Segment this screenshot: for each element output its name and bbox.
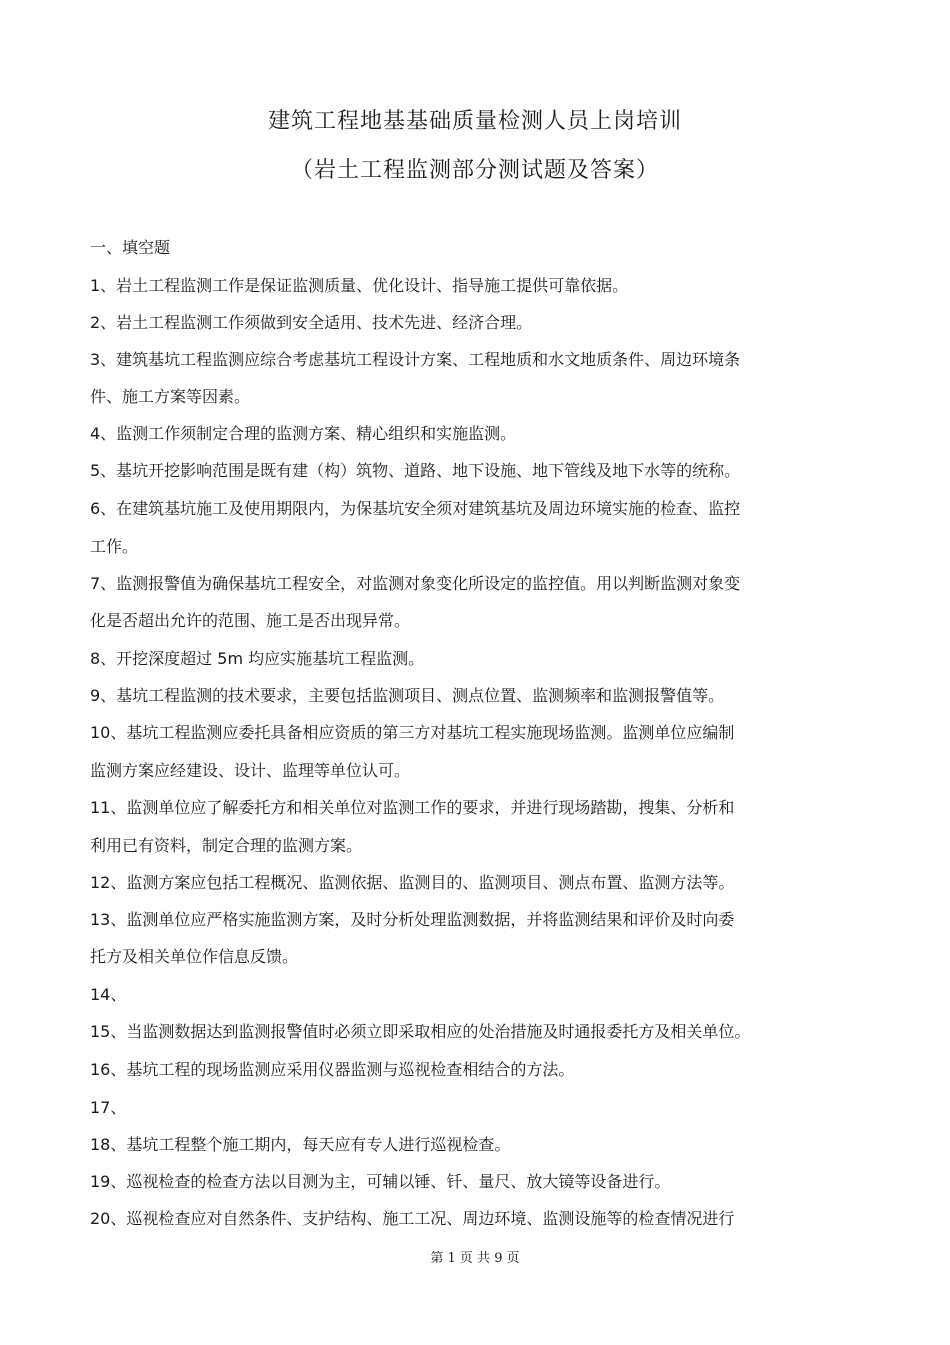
question-line: 4、监测工作须制定合理的监测方案、精心组织和实施监测。 — [90, 424, 517, 443]
question-line: 9、基坑工程监测的技术要求，主要包括监测项目、测点位置、监测频率和监测报警值等。 — [90, 686, 725, 705]
question-line: 18、基坑工程整个施工期内，每天应有专人进行巡视检查。 — [90, 1135, 511, 1154]
question-line: 10、基坑工程监测应委托具备相应资质的第三方对基坑工程实施现场监测。监测单位应编制 — [90, 723, 735, 742]
question-line: 8、开挖深度超过 5m 均应实施基坑工程监测。 — [90, 649, 425, 668]
question-line: 利用已有资料，制定合理的监测方案。 — [90, 836, 363, 855]
question-line: 7、监测报警值为确保基坑工程安全，对监测对象变化所设定的监控值。用以判断监测对象变 — [90, 574, 741, 593]
question-line: 15、当监测数据达到监测报警值时必须立即采取相应的处治措施及时通报委托方及相关单位。 — [90, 1022, 751, 1041]
question-line: 1、岩土工程监测工作是保证监测质量、优化设计、指导施工提供可靠依据。 — [90, 276, 629, 295]
question-line: 12、监测方案应包括工程概况、监测依据、监测目的、监测项目、测点布置、监测方法等。 — [90, 873, 735, 892]
question-line: 化是否超出允许的范围、施工是否出现异常。 — [90, 611, 411, 630]
question-line: 3、建筑基坑工程监测应综合考虑基坑工程设计方案、工程地质和水文地质条件、周边环境条 — [90, 350, 741, 369]
section-heading: 一、填空题 — [90, 238, 171, 257]
question-line: 16、基坑工程的现场监测应采用仪器监测与巡视检查相结合的方法。 — [90, 1060, 575, 1079]
document-subtitle: （岩土工程监测部分测试题及答案） — [290, 158, 659, 183]
question-line: 5、基坑开挖影响范围是既有建（构）筑物、道路、地下设施、地下管线及地下水等的统称。 — [90, 461, 741, 480]
question-line: 件、施工方案等因素。 — [90, 387, 251, 406]
question-line: 托方及相关单位作信息反馈。 — [90, 947, 299, 966]
question-line: 17、 — [90, 1098, 127, 1117]
document-title: 建筑工程地基基础质量检测人员上岗培训 — [267, 109, 682, 134]
question-line: 13、监测单位应严格实施监测方案，及时分析处理监测数据，并将监测结果和评价及时向委 — [90, 910, 735, 929]
question-line: 6、在建筑基坑施工及使用期限内，为保基坑安全须对建筑基坑及周边环境实施的检查、监控 — [90, 499, 741, 518]
question-line: 工作。 — [90, 537, 139, 556]
question-line: 2、岩土工程监测工作须做到安全适用、技术先进、经济合理。 — [90, 313, 533, 332]
question-line: 14、 — [90, 985, 127, 1004]
question-line: 20、巡视检查应对自然条件、支护结构、施工工况、周边环境、监测设施等的检查情况进行 — [90, 1209, 735, 1228]
question-line: 监测方案应经建设、设计、监理等单位认可。 — [90, 761, 411, 780]
page-footer: 第 1 页 共 9 页 — [430, 1251, 520, 1266]
question-line: 19、巡视检查的检查方法以目测为主，可辅以锤、钎、量尺、放大镜等设备进行。 — [90, 1172, 671, 1191]
question-line: 11、监测单位应了解委托方和相关单位对监测工作的要求，并进行现场踏勘，搜集、分析和 — [90, 798, 735, 817]
